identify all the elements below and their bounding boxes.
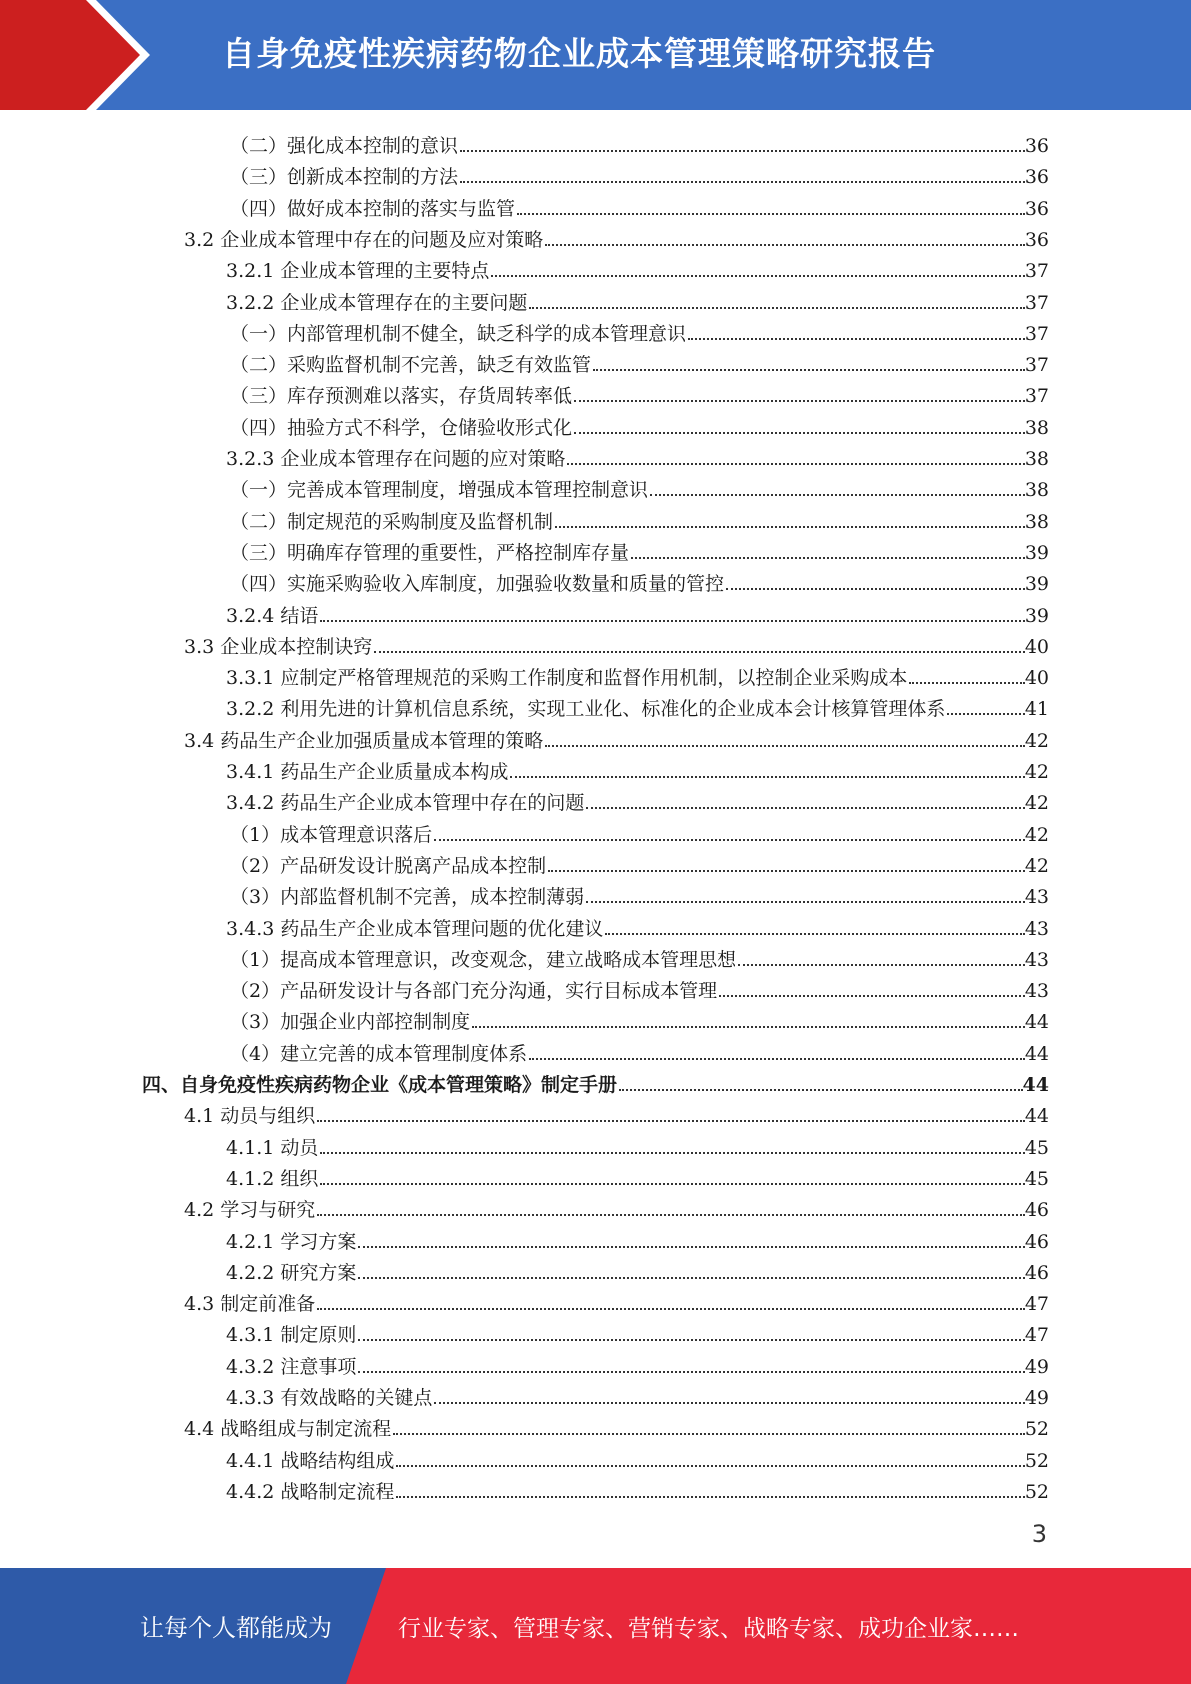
toc-entry[interactable] [226,1441,1049,1472]
chevron-arrow-icon [0,0,140,110]
toc-entry-page: 40 [1024,636,1049,658]
toc-entry-label: 3.2.3 企业成本管理存在问题的应对策略 [226,448,566,470]
toc-entry-label: 3.2.2 利用先进的计算机信息系统，实现工业化、标准化的企业成本会计核算管理体系 [226,698,946,720]
toc-entry[interactable] [230,157,1049,188]
toc-entry[interactable] [230,1002,1049,1033]
toc-entry[interactable] [226,752,1049,783]
toc-entry-label: 4.3.2 注意事项 [226,1356,357,1378]
toc-entry-label: （二）强化成本控制的意识 [230,135,459,157]
toc-entry-page: 52 [1024,1450,1049,1472]
toc-entry-page: 42 [1024,824,1049,846]
toc-entry[interactable] [226,1128,1049,1159]
toc-entry[interactable] [226,658,1049,689]
toc-entry-page: 52 [1024,1418,1049,1440]
toc-entry-page: 38 [1024,479,1049,501]
toc-dot-leader [393,1433,1025,1435]
toc-entry-page: 46 [1024,1231,1049,1253]
toc-dot-leader [719,995,1025,997]
toc-entry-label: 3.2.1 企业成本管理的主要特点 [226,260,490,282]
toc-dot-leader [434,1402,1024,1404]
toc-dot-leader [529,1058,1025,1060]
toc-entry-page: 43 [1024,980,1049,1002]
toc-entry-page: 38 [1024,448,1049,470]
toc-dot-leader [396,1465,1024,1467]
toc-entry-label: 3.3 企业成本控制诀窍 [184,636,373,658]
toc-entry-page: 46 [1024,1199,1049,1221]
toc-dot-leader [491,275,1024,277]
toc-dot-leader [605,933,1024,935]
toc-entry-label: （3）内部监督机制不完善，成本控制薄弱 [230,886,585,908]
toc-entry-label: 3.2.2 企业成本管理存在的主要问题 [226,292,528,314]
toc-entry-page: 39 [1024,605,1049,627]
toc-entry-page: 44 [1024,1043,1049,1065]
toc-entry[interactable] [226,1159,1049,1190]
toc-dot-leader [688,338,1025,340]
toc-dot-leader [358,1371,1024,1373]
toc-dot-leader [567,463,1024,465]
toc-dot-leader [320,1183,1024,1185]
toc-entry-label: 4.2.1 学习方案 [226,1231,357,1253]
toc-entry-label: 4.3 制定前准备 [184,1293,316,1315]
toc-entry[interactable] [230,345,1049,376]
toc-entry-page: 52 [1024,1481,1049,1503]
toc-entry-label: 3.4.2 药品生产企业成本管理中存在的问题 [226,792,585,814]
toc-dot-leader [529,307,1024,309]
toc-dot-leader [358,1246,1024,1248]
toc-entry-label: （4）建立完善的成本管理制度体系 [230,1043,528,1065]
toc-entry-label: （1）提高成本管理意识，改变观念，建立战略成本管理思想 [230,949,737,971]
toc-entry[interactable] [226,1378,1049,1409]
toc-entry[interactable] [230,314,1049,345]
toc-dot-leader [510,776,1024,778]
toc-entry-label: （2）产品研发设计脱离产品成本控制 [230,855,547,877]
toc-entry[interactable] [184,627,1049,658]
toc-dot-leader [726,588,1025,590]
toc-entry-label: （四）做好成本控制的落实与监管 [230,198,516,220]
toc-entry-label: 3.4.3 药品生产企业成本管理问题的优化建议 [226,918,604,940]
toc-dot-leader [374,651,1025,653]
report-title: 自身免疫性疾病药物企业成本管理策略研究报告 [222,34,936,73]
toc-entry[interactable] [230,1034,1049,1065]
toc-entry-page: 37 [1024,323,1049,345]
toc-entry-label: 4.1.2 组织 [226,1168,319,1190]
toc-entry[interactable] [226,1253,1049,1284]
toc-entry-label: 3.4.1 药品生产企业质量成本构成 [226,761,509,783]
toc-dot-leader [396,1496,1024,1498]
toc-dot-leader [947,713,1024,715]
toc-dot-leader [460,181,1025,183]
toc-entry[interactable] [230,877,1049,908]
toc-entry-label: 4.1.1 动员 [226,1137,319,1159]
toc-dot-leader [555,526,1025,528]
toc-entry-page: 38 [1024,511,1049,533]
toc-dot-leader [434,839,1025,841]
toc-entry-label: （四）抽验方式不科学，仓储验收形式化 [230,417,573,439]
toc-entry-page: 37 [1024,292,1049,314]
toc-dot-leader [472,1026,1025,1028]
toc-entry[interactable] [230,815,1049,846]
toc-entry[interactable] [226,909,1049,940]
toc-entry-label: 4.2.2 研究方案 [226,1262,357,1284]
toc-dot-leader [545,745,1025,747]
toc-dot-leader [317,1308,1025,1310]
toc-entry-page: 46 [1024,1262,1049,1284]
toc-entry[interactable] [226,1347,1049,1378]
toc-entry-label: （2）产品研发设计与各部门充分沟通，实行目标成本管理 [230,980,718,1002]
toc-entry[interactable] [184,721,1049,752]
toc-entry-label: 4.1 动员与组织 [184,1105,316,1127]
toc-entry-page: 49 [1024,1387,1049,1409]
toc-entry-page: 42 [1024,761,1049,783]
toc-entry[interactable] [226,1222,1049,1253]
toc-dot-leader [574,400,1025,402]
footer-slogan-left: 让每个人都能成为 [140,1614,332,1642]
toc-dot-leader [320,1152,1024,1154]
toc-entry-page: 38 [1024,417,1049,439]
toc-dot-leader [460,150,1025,152]
toc-dot-leader [650,494,1025,496]
toc-entry-page: 42 [1024,730,1049,752]
toc-entry[interactable] [230,564,1049,595]
toc-entry-page: 36 [1024,229,1049,251]
toc-entry-page: 36 [1024,198,1049,220]
toc-entry-page: 49 [1024,1356,1049,1378]
toc-entry[interactable] [226,283,1049,314]
toc-entry[interactable] [226,439,1049,470]
footer-slogan-right: 行业专家、管理专家、营销专家、战略专家、成功企业家…… [398,1616,1019,1642]
toc-entry-label: （一）内部管理机制不健全，缺乏科学的成本管理意识 [230,323,687,345]
toc-dot-leader [909,682,1024,684]
toc-entry[interactable] [184,1284,1049,1315]
toc-entry-page: 37 [1024,260,1049,282]
toc-entry[interactable] [184,1096,1049,1127]
toc-dot-leader [548,870,1025,872]
toc-dot-leader [358,1339,1024,1341]
toc-dot-leader [317,1120,1025,1122]
toc-entry[interactable] [230,376,1049,407]
toc-entry-page: 47 [1024,1293,1049,1315]
toc-entry-page: 42 [1024,792,1049,814]
toc-entry-label: 4.3.1 制定原则 [226,1324,357,1346]
toc-entry[interactable] [230,470,1049,501]
toc-dot-leader [320,620,1024,622]
toc-entry[interactable] [230,940,1049,971]
toc-entry-label: 3.3.1 应制定严格管理规范的采购工作制度和监督作用机制，以控制企业采购成本 [226,667,908,689]
toc-entry[interactable] [230,502,1049,533]
toc-dot-leader [545,244,1025,246]
toc-dot-leader [517,213,1025,215]
toc-entry-page: 42 [1024,855,1049,877]
toc-dot-leader [619,1089,1023,1091]
toc-entry-page: 37 [1024,354,1049,376]
toc-dot-leader [358,1277,1024,1279]
toc-entry[interactable] [226,596,1049,627]
toc-entry-page: 39 [1024,573,1049,595]
toc-entry-page: 43 [1024,949,1049,971]
toc-entry-page: 44 [1022,1074,1049,1096]
toc-dot-leader [317,1214,1025,1216]
toc-entry-label: （三）明确库存管理的重要性，严格控制库存量 [230,542,630,564]
toc-entry-label: （1）成本管理意识落后 [230,824,433,846]
toc-entry[interactable] [142,1065,1049,1096]
footer-banner [0,1568,1191,1684]
toc-dot-leader [593,369,1025,371]
toc-entry[interactable] [184,1409,1049,1440]
toc-entry-page: 41 [1024,698,1049,720]
toc-entry-label: （二）采购监督机制不完善，缺乏有效监管 [230,354,592,376]
toc-entry-label: 4.4 战略组成与制定流程 [184,1418,392,1440]
toc-entry-label: 3.4 药品生产企业加强质量成本管理的策略 [184,730,544,752]
toc-entry-label: 四、自身免疫性疾病药物企业《成本管理策略》制定手册 [142,1074,618,1096]
toc-entry-page: 39 [1024,542,1049,564]
toc-entry-label: （二）制定规范的采购制度及监督机制 [230,511,554,533]
toc-entry-label: 4.3.3 有效战略的关键点 [226,1387,433,1409]
toc-entry[interactable] [230,846,1049,877]
toc-entry-label: 4.4.1 战略结构组成 [226,1450,395,1472]
toc-entry-page: 44 [1024,1105,1049,1127]
toc-entry-label: 3.2.4 结语 [226,605,319,627]
toc-entry-page: 44 [1024,1011,1049,1033]
toc-entry[interactable] [184,220,1049,251]
toc-dot-leader [586,901,1025,903]
toc-entry-page: 37 [1024,385,1049,407]
toc-entry[interactable] [230,971,1049,1002]
toc-entry[interactable] [226,1472,1049,1503]
toc-entry[interactable] [230,533,1049,564]
toc-dot-leader [738,964,1025,966]
toc-entry[interactable] [230,126,1049,157]
toc-dot-leader [586,807,1024,809]
toc-entry[interactable] [226,1315,1049,1346]
toc-entry-page: 43 [1024,886,1049,908]
toc-entry-label: 4.4.2 战略制定流程 [226,1481,395,1503]
toc-entry-page: 36 [1024,135,1049,157]
toc-entry-label: （3）加强企业内部控制制度 [230,1011,471,1033]
toc-entry[interactable] [226,689,1049,720]
toc-entry-label: 3.2 企业成本管理中存在的问题及应对策略 [184,229,544,251]
toc-entry[interactable] [226,783,1049,814]
header-banner [0,0,1191,110]
page-number: 3 [1031,1520,1047,1548]
toc-entry[interactable] [230,189,1049,220]
toc-entry-label: （三）创新成本控制的方法 [230,166,459,188]
toc-entry-label: （三）库存预测难以落实，存货周转率低 [230,385,573,407]
toc-entry-label: （四）实施采购验收入库制度，加强验收数量和质量的管控 [230,573,725,595]
toc-entry[interactable] [230,408,1049,439]
toc-entry-label: （一）完善成本管理制度，增强成本管理控制意识 [230,479,649,501]
toc-entry[interactable] [184,1190,1049,1221]
toc-entry-page: 43 [1024,918,1049,940]
toc-entry[interactable] [226,251,1049,282]
toc-entry-label: 4.2 学习与研究 [184,1199,316,1221]
toc-dot-leader [574,432,1025,434]
toc-dot-leader [631,557,1025,559]
toc-entry-page: 40 [1024,667,1049,689]
toc-entry-page: 47 [1024,1324,1049,1346]
toc-entry-page: 36 [1024,166,1049,188]
toc-entry-page: 45 [1024,1168,1049,1190]
toc-entry-page: 45 [1024,1137,1049,1159]
